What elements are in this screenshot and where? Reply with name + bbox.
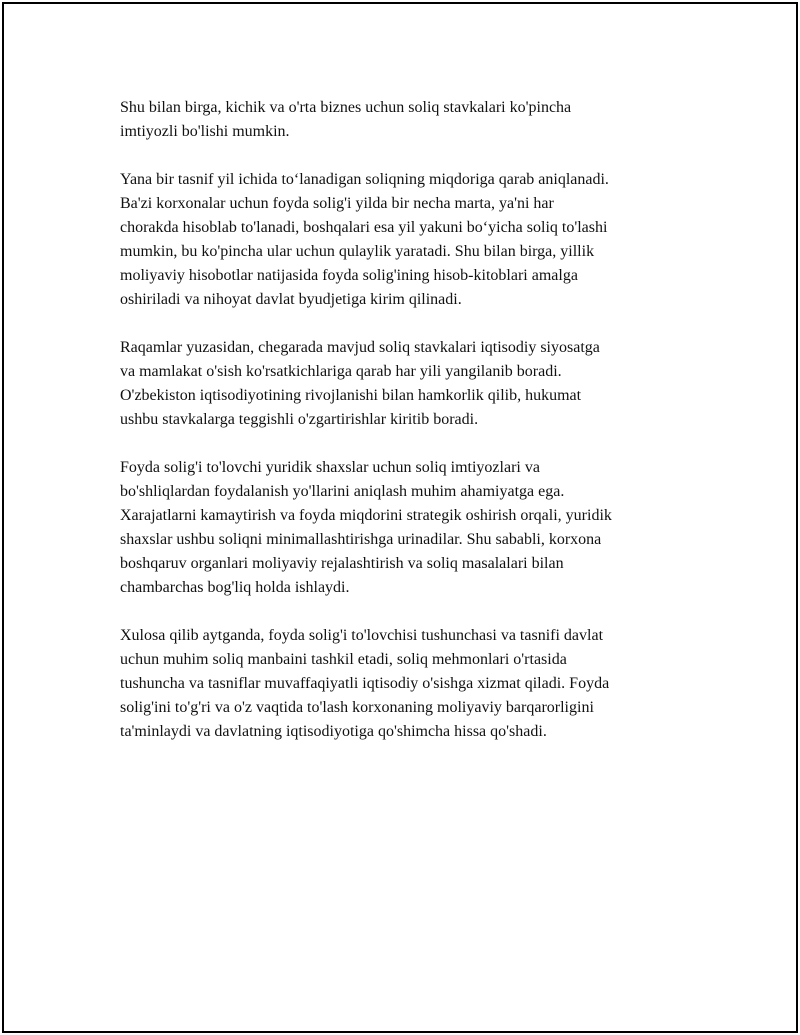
text-line: va mamlakat o'sish ko'rsatkichlariga qarab har yili yangilanib boradi. xyxy=(120,363,562,380)
paragraph-4 xyxy=(120,456,700,600)
text-line: chambarchas bog'liq holda ishlaydi. xyxy=(120,579,350,596)
document-body xyxy=(120,96,700,768)
text-line: imtiyozli bo'lishi mumkin. xyxy=(120,123,290,140)
text-line: shaxslar ushbu soliqni minimallashtirishga urinadilar. Shu sababli, korxona xyxy=(120,531,602,548)
text-line: Xulosa qilib aytganda, foyda solig'i to'lovchisi tushunchasi va tasnifi davlat xyxy=(120,627,604,644)
text-line: Shu bilan birga, kichik va o'rta biznes uchun soliq stavkalari ko'pincha xyxy=(120,99,572,116)
paragraph-5 xyxy=(120,624,700,744)
paragraph-2 xyxy=(120,168,700,312)
text-line: oshiriladi va nihoyat davlat byudjetiga kirim qilinadi. xyxy=(120,291,462,308)
text-line: Yana bir tasnif yil ichida to‘lanadigan soliqning miqdoriga qarab aniqlanadi. xyxy=(120,171,609,188)
text-line: ta'minlaydi va davlatning iqtisodiyotiga qo'shimcha hissa qo'shadi. xyxy=(120,723,547,740)
page-frame xyxy=(2,2,798,1033)
paragraph-3 xyxy=(120,336,700,432)
text-line: bo'shliqlardan foydalanish yo'llarini aniqlash muhim ahamiyatga ega. xyxy=(120,483,565,500)
text-line: mumkin, bu ko'pincha ular uchun qulaylik yaratadi. Shu bilan birga, yillik xyxy=(120,243,595,260)
text-line: Ba'zi korxonalar uchun foyda solig'i yilda bir necha marta, ya'ni har xyxy=(120,195,554,212)
paragraph-1 xyxy=(120,96,700,144)
text-line: tushuncha va tasniflar muvaffaqiyatli iqtisodiy o'sishga xizmat qiladi. Foyda xyxy=(120,675,610,692)
text-line: O'zbekiston iqtisodiyotining rivojlanishi bilan hamkorlik qilib, hukumat xyxy=(120,387,582,404)
text-line: solig'ini to'g'ri va o'z vaqtida to'lash korxonaning moliyaviy barqarorligini xyxy=(120,699,594,716)
text-line: boshqaruv organlari moliyaviy rejalashtirish va soliq masalalari bilan xyxy=(120,555,564,572)
text-line: ushbu stavkalarga teggishli o'zgartirishlar kiritib boradi. xyxy=(120,411,479,428)
text-line: Raqamlar yuzasidan, chegarada mavjud soliq stavkalari iqtisodiy siyosatga xyxy=(120,339,600,356)
text-line: uchun muhim soliq manbaini tashkil etadi, soliq mehmonlari o'rtasida xyxy=(120,651,567,668)
text-line: moliyaviy hisobotlar natijasida foyda solig'ining hisob-kitoblari amalga xyxy=(120,267,578,284)
text-line: chorakda hisoblab to'lanadi, boshqalari esa yil yakuni bo‘yicha soliq to'lashi xyxy=(120,219,608,236)
text-line: Foyda solig'i to'lovchi yuridik shaxslar uchun soliq imtiyozlari va xyxy=(120,459,540,476)
text-line: Xarajatlarni kamaytirish va foyda miqdorini strategik oshirish orqali, yuridik xyxy=(120,507,612,524)
